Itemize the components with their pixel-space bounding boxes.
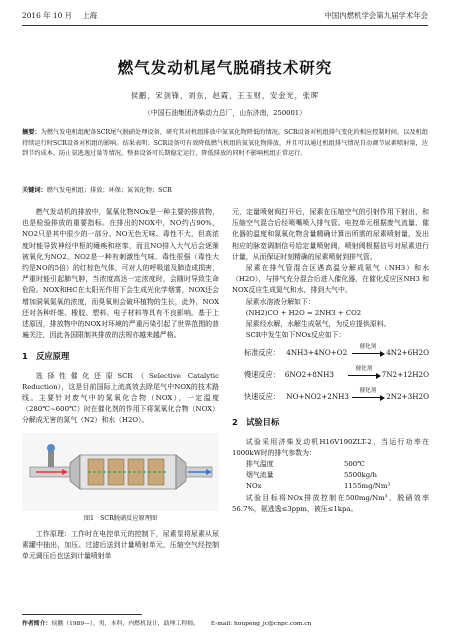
urea-decomposition-label: 尿素水溶液分解如下： [245, 297, 315, 306]
footnote-rule [22, 614, 142, 615]
figure-caption: 图1 SCR脱硝反应原理图 [83, 514, 158, 522]
paper-title: 燃气发动机尾气脱硝技术研究 [117, 59, 333, 77]
header-rule [22, 25, 428, 26]
affiliation: （中国石油集团济柴动力总厂，山东济南，250001） [144, 109, 306, 117]
section-2-paragraph: 试验采用济柴发动机H16V190ZLT-2，当运行功率在1000kW时的排气参数为： [232, 437, 429, 457]
catalyst-label: 催化剂 [359, 344, 377, 351]
email-label: E-mail: [210, 621, 233, 627]
equation-reactants: 6NO2+8NH3 [284, 369, 334, 379]
urea-injector [48, 451, 54, 467]
scr-diagram-figure [22, 433, 219, 511]
section-1-heading: 1 反应原理 [22, 351, 70, 362]
section-1-paragraph: 选择性催化还原SCR（Selective Catalytic Reduction），这是目前国际上流高效去除尾气中NOX的技术路线。主要针对废气中的氮氧化合物（NOX），一定温度（280℃~600℃）时在催化剂的作用下将氮氧化合物（NOX）分解成无害的氮气（N2）和水（H2O）。 [22, 371, 219, 425]
left-column [22, 207, 219, 562]
reaction-equation-standard [232, 341, 429, 363]
hydrolysis-paragraph: 尿素在排气管混合区遇高温分解成氨气（NH3）和水（H2O），与排气充分混合后进入催化器，在催化反应区NH3 和NOX反应生成氮气和水，排到大气中。 [232, 264, 429, 295]
scr-reaction-label: SCR中发生如下NOx反应如下： [245, 331, 346, 340]
equation-products: 7N2+12H2O [381, 369, 429, 379]
keywords-text: 燃气发电机组；排放；环保；氮氧化物；SCR [46, 187, 172, 194]
equation-reactants: 4NH3+4NO+O2 [286, 347, 348, 357]
running-header [22, 10, 428, 24]
catalyst-label: 催化剂 [355, 366, 373, 373]
continued-paragraph: 元，定量喷射阀打开后，尿素在压缩空气的引射作用下射出，和压缩空气混合后经喷嘴喷入排气管。电控单元根据废气流量、催化器的温度和氮氧化物含量精确计算出所需的尿素喷射量，发出相应的脉宽调制信号给定量喷射阀，喷射阀根据信号对尿素进行计量，从而保证时刻精确的尿素喷射到排气管。 [232, 208, 429, 261]
abstract-text: 为燃气发电机组配备SCR尾气脱硝处理设备，研究其对机组排放中氮氧化物降低的情况。SCR设备对机组排气变化的相应控制时间，以及机组持续运行时SCR设备对机组的影响。结果表明：SCR设备可有效降低燃气机组的氮氧化物排放，并且可以通过机组排气情况自动调节尿素喷射量，达到节约成本、防止氨逃逸过量等情况。整套设备可长期稳定运行，降低排放的同时不影响机组正常运行。 [22, 129, 429, 158]
equation-products: 4N2+6H2O [386, 347, 429, 357]
keywords-label: 关键词： [22, 187, 47, 194]
header-conference: 中国内燃机学会第九届学术年会 [324, 11, 428, 20]
reaction-equation-slow [232, 363, 429, 385]
abstract [22, 128, 428, 160]
param-row [232, 481, 429, 492]
author-email: houpeng_jc@cnpc.com.cn [234, 621, 312, 627]
abstract-label: 摘要： [22, 129, 41, 136]
header-date: 2016 年 10 月 [22, 11, 73, 20]
param-row [232, 459, 429, 470]
author-list: 侯鹏，宋剑锋，刘东，赵霞，王玉财，安金光，张晖 [130, 91, 320, 100]
footnote-label: 作者简介： [22, 621, 52, 627]
keywords [22, 185, 428, 194]
param-key: 烟气流量 [246, 471, 274, 480]
catalyst-arrow [350, 385, 387, 407]
param-row [232, 470, 429, 481]
urea-note: 尿素经水解，水解生成氨气，为反应提供原料。 [245, 320, 391, 329]
section-2-heading: 2 试验目标 [232, 417, 280, 428]
header-place: 上海 [82, 11, 98, 20]
scr-diagram [22, 433, 219, 511]
param-key: 排气温度 [246, 460, 274, 469]
catalyst-label: 催化剂 [359, 388, 377, 395]
catalyst-arrow [346, 363, 381, 385]
param-value: 1155mg/Nm³ [344, 482, 391, 491]
param-value: 5500kg/h [344, 471, 377, 480]
footnote [22, 618, 428, 627]
urea-equation: (NH2)CO + H2O = 2NH3 + CO2 [245, 308, 362, 317]
right-column [232, 207, 429, 515]
equation-label: 标准反应： [244, 347, 280, 357]
param-value: 500℃ [344, 460, 365, 469]
catalyst-arrow [350, 341, 387, 363]
equation-reactants: NO+NO2+2NH3 [286, 391, 349, 401]
param-key: NOx [246, 482, 262, 491]
footnote-text: 侯鹏（1989—），男，本科，内燃机设计，助理工程师。 [51, 621, 199, 627]
target-paragraph: 试验目标将NOx排放控制在500mg/Nm³，脱硝效率56.7%，氨逃逸≤3ppm，被压≤1kpa。 [232, 493, 429, 513]
equation-label: 快速反应： [244, 391, 280, 401]
equation-label: 慢速反应： [244, 369, 280, 379]
reaction-equation-fast [232, 385, 429, 407]
intro-paragraph: 燃气发动机的排放中，氮氧化物NOx是一种主要的排放物，也是检验排放的重要指标。在排出的NOX中，NO约占90%，NO2只是其中很少的一部分。NO无色无味、毒性不大，但高浓度时能导致神经中枢的瘫痪和痉挛，而且NO排入大气后会逐渐被氧化为NO2。NO2是一种有刺激性气味、毒性很强（毒性大约是NO的5倍）的红棕色气体，可对人的呼吸道及肺造成损害，严重时能引起肺气肿，当浓度高达一定浓度时，会随时导致生命危险。NOX和HC在太阳光作用下会生成光化学烟雾，NOX还会增加洞氧氮氧的浓度，而臭氧则会破坏植物的生长，此外，NOX还对各种纤维、橡胶、塑料、电子材料等具有不良影响。基于上述原因，排放物中的NOX对环境的严重污染引起了世界范围的普遍关注，因此各国限制其排放的法规亦越来越严格。 [22, 208, 219, 340]
working-principle-paragraph: 工作原理：工作时在电控单元的控制下，尿素泵将尿素从尿素罐中抽出，加压、过滤后送到计量喷射单元，压缩空气经控制单元调压后也送到计量喷射单 [22, 529, 219, 561]
urea-droplet-icon [47, 444, 55, 452]
equation-products: 2N2+3H2O [386, 391, 429, 401]
